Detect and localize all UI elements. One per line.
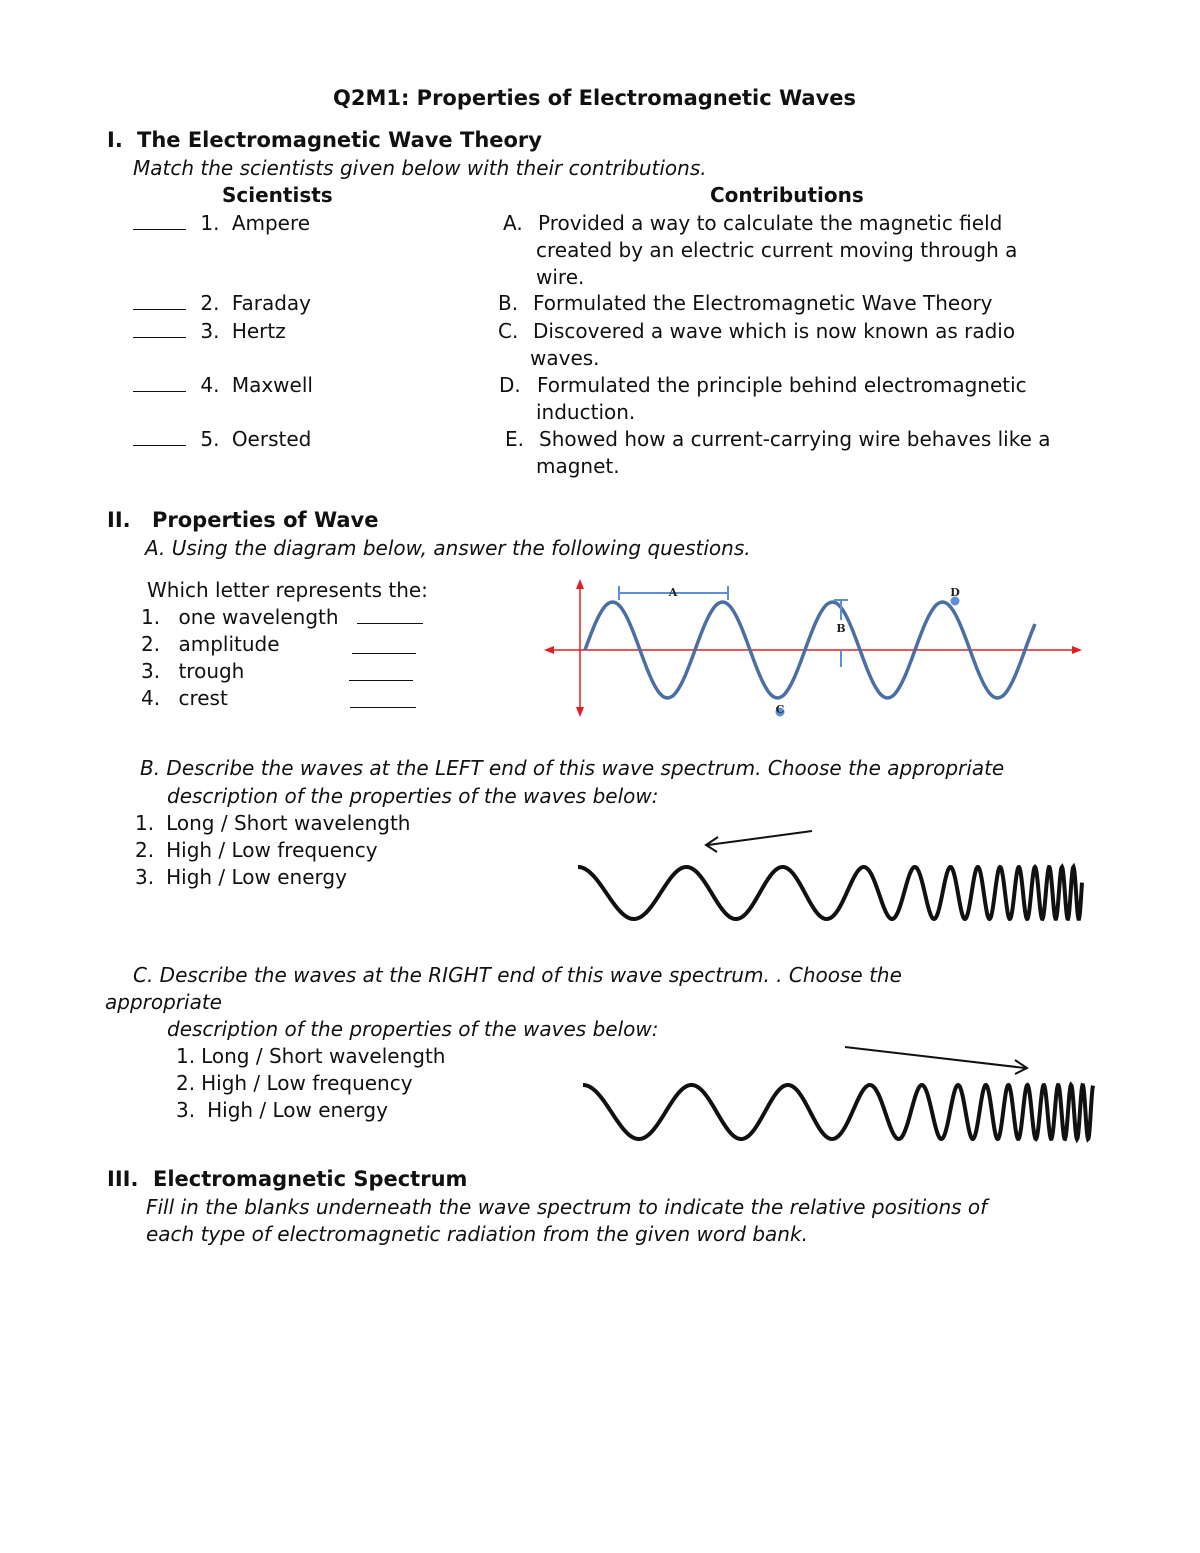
- axis-arrow-right: [1072, 646, 1082, 654]
- item-text: High / Low energy: [166, 865, 347, 889]
- answer-blank[interactable]: [133, 445, 186, 446]
- answer-blank[interactable]: [133, 337, 186, 338]
- section-3-line1: Fill in the blanks underneath the wave spectrum to indicate the relative positions of: [146, 1195, 988, 1219]
- contribution-letter: C.: [498, 319, 519, 343]
- scientist-number: 1.: [200, 211, 220, 235]
- item-number: 3.: [176, 1098, 196, 1122]
- label-c: C: [775, 703, 785, 716]
- question-number: 4.: [141, 686, 161, 710]
- part-c-item: [176, 1100, 388, 1120]
- question-text: amplitude: [178, 632, 280, 656]
- scientist-name: Ampere: [231, 211, 311, 235]
- part-c-instruction-line1b: appropriate: [105, 990, 222, 1014]
- scientist-name: Oersted: [231, 427, 312, 451]
- answer-blank[interactable]: [357, 623, 423, 624]
- axis-arrow-left: [544, 646, 554, 654]
- section-1-instruction: Match the scientists given below with their contributions.: [133, 156, 707, 180]
- scientist-row: [133, 293, 311, 313]
- part-c-item: [176, 1046, 445, 1066]
- scientist-name: Maxwell: [231, 373, 313, 397]
- section-3-heading: Electromagnetic Spectrum: [153, 1167, 468, 1191]
- question-item: [141, 634, 280, 654]
- section-1-heading: The Electromagnetic Wave Theory: [137, 128, 542, 152]
- contribution-text: Formulated the Electromagnetic Wave Theory: [533, 291, 993, 315]
- page-title: Q2M1: Properties of Electromagnetic Waves: [333, 86, 857, 110]
- part-b-item: [135, 840, 378, 860]
- part-a-instruction: A. Using the diagram below, answer the following questions.: [145, 536, 751, 560]
- label-a: A: [668, 586, 678, 599]
- label-d: D: [950, 586, 960, 599]
- scientists-header: Scientists: [222, 183, 333, 207]
- scientist-row: [133, 321, 286, 341]
- item-text: High / Low frequency: [201, 1071, 413, 1095]
- axis-arrow-down: [576, 707, 584, 717]
- scientist-name: Hertz: [231, 319, 286, 343]
- question-text: crest: [178, 686, 228, 710]
- section-2-numeral: II.: [107, 508, 131, 532]
- contribution-text: Formulated the principle behind electromagnetic: [537, 373, 1027, 397]
- arrow-right-line: [845, 1047, 1025, 1068]
- answer-blank[interactable]: [352, 653, 416, 654]
- section-2-heading: Properties of Wave: [152, 508, 379, 532]
- arrow-left-line: [708, 831, 812, 845]
- question-item: [141, 661, 244, 681]
- part-b-instruction-line1: B. Describe the waves at the LEFT end of this wave spectrum. Choose the appropriate: [140, 756, 1005, 780]
- section-1-numeral: I.: [107, 128, 123, 152]
- spectrum-wave-left: [570, 825, 1090, 930]
- section-3-numeral: III.: [107, 1167, 139, 1191]
- answer-blank[interactable]: [133, 229, 186, 230]
- wave-diagram: [540, 575, 1085, 720]
- contribution-text: waves.: [530, 346, 600, 370]
- axis-arrow-up: [576, 579, 584, 589]
- contribution-text: magnet.: [536, 454, 620, 478]
- item-number: 1.: [176, 1044, 196, 1068]
- contribution-text: created by an electric current moving through a: [536, 238, 1018, 262]
- scientist-number: 2.: [200, 291, 220, 315]
- item-text: High / Low energy: [207, 1098, 388, 1122]
- contribution-text: induction.: [536, 400, 636, 424]
- chirp-wave: [578, 867, 1082, 919]
- part-c-item: [176, 1073, 413, 1093]
- spectrum-wave-right: [575, 1040, 1100, 1150]
- item-text: High / Low frequency: [166, 838, 378, 862]
- answer-blank[interactable]: [350, 707, 416, 708]
- question-number: 2.: [141, 632, 161, 656]
- item-text: Long / Short wavelength: [166, 811, 411, 835]
- scientist-row: [133, 375, 313, 395]
- item-number: 3.: [135, 865, 155, 889]
- contribution-letter: A.: [503, 211, 523, 235]
- scientist-name: Faraday: [231, 291, 312, 315]
- answer-blank[interactable]: [349, 680, 413, 681]
- part-a-prompt: Which letter represents the:: [147, 578, 428, 602]
- part-b-item: [135, 867, 347, 887]
- item-number: 2.: [176, 1071, 196, 1095]
- scientist-row: [133, 429, 311, 449]
- item-number: 2.: [135, 838, 155, 862]
- contribution-text: Showed how a current-carrying wire behaves like a: [539, 427, 1051, 451]
- part-c-instruction-line1: C. Describe the waves at the RIGHT end of this wave spectrum. . Choose the: [133, 963, 902, 987]
- contribution-text: wire.: [536, 265, 585, 289]
- contribution-letter: D.: [499, 373, 521, 397]
- question-number: 3.: [141, 659, 161, 683]
- part-c-instruction-line2: description of the properties of the waves below:: [167, 1017, 659, 1041]
- question-number: 1.: [141, 605, 161, 629]
- contribution-text: Provided a way to calculate the magnetic field: [538, 211, 1003, 235]
- item-text: Long / Short wavelength: [201, 1044, 446, 1068]
- contribution-text: Discovered a wave which is now known as radio: [533, 319, 1016, 343]
- question-item: [141, 607, 423, 627]
- scientist-number: 5.: [200, 427, 220, 451]
- part-b-item: [135, 813, 410, 833]
- label-b: B: [836, 622, 846, 635]
- answer-blank[interactable]: [133, 391, 186, 392]
- question-text: trough: [178, 659, 245, 683]
- section-3-line2: each type of electromagnetic radiation from the given word bank.: [146, 1222, 808, 1246]
- chirp-wave: [583, 1085, 1093, 1139]
- scientist-row: [133, 213, 310, 233]
- contribution-letter: B.: [498, 291, 519, 315]
- scientist-number: 3.: [200, 319, 220, 343]
- part-b-instruction-line2: description of the properties of the waves below:: [167, 784, 659, 808]
- question-item: [141, 688, 228, 708]
- scientist-number: 4.: [200, 373, 220, 397]
- contribution-letter: E.: [505, 427, 524, 451]
- question-text: one wavelength: [178, 605, 339, 629]
- answer-blank[interactable]: [133, 309, 186, 310]
- item-number: 1.: [135, 811, 155, 835]
- contributions-header: Contributions: [710, 183, 864, 207]
